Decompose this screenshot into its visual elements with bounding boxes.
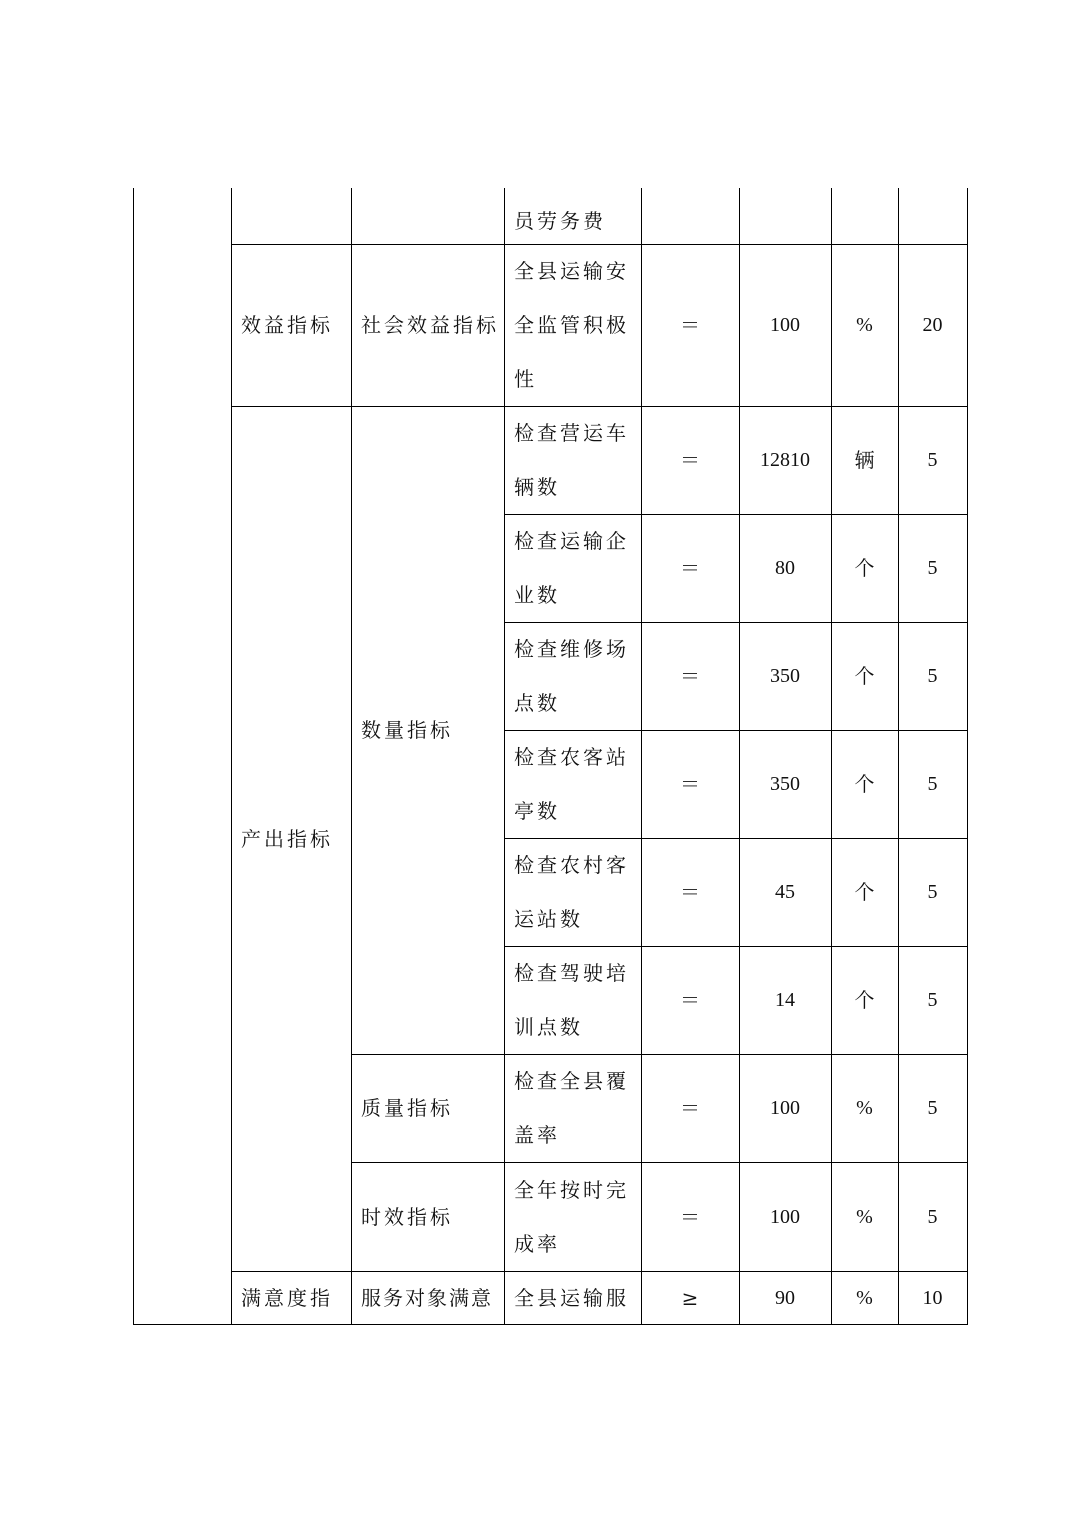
- level2-indicator: 数量指标: [361, 718, 453, 742]
- operator: ＝: [680, 988, 700, 1012]
- target-value: 100: [770, 314, 800, 336]
- score: 20: [922, 314, 943, 336]
- operator: ＝: [680, 448, 700, 472]
- score: 5: [927, 557, 938, 579]
- score: 5: [927, 449, 938, 471]
- unit: 个: [854, 556, 875, 580]
- unit: 个: [854, 988, 875, 1012]
- unit: 个: [854, 772, 875, 796]
- operator: ≥: [681, 1285, 699, 1310]
- target-value: 100: [770, 1097, 800, 1119]
- unit: 个: [854, 880, 875, 904]
- operator: ＝: [680, 1204, 700, 1229]
- operator: ＝: [680, 1096, 700, 1120]
- target-value: 14: [775, 989, 795, 1011]
- operator: ＝: [680, 664, 700, 688]
- unit: %: [856, 314, 873, 336]
- indicator-item: 全县运输安全监管积极性: [514, 259, 629, 391]
- target-value: 100: [770, 1205, 800, 1228]
- score: 5: [927, 665, 938, 687]
- indicator-item: 检查农村客运站数: [514, 853, 629, 931]
- level2-indicator: 社会效益指标: [361, 313, 499, 337]
- level2-indicator: 时效指标: [361, 1204, 453, 1229]
- indicator-item: 检查运输企业数: [514, 529, 629, 607]
- indicator-item: 检查全县覆盖率: [514, 1069, 629, 1147]
- unit: %: [856, 1205, 873, 1228]
- unit: 个: [854, 664, 875, 688]
- score: 5: [927, 773, 938, 795]
- target-value: 90: [775, 1286, 795, 1309]
- target-value: 12810: [760, 449, 810, 471]
- score: 5: [927, 1205, 938, 1228]
- unit: %: [856, 1286, 873, 1309]
- indicator-item: 全年按时完成率: [514, 1177, 629, 1256]
- performance-indicator-table: [133, 188, 968, 1325]
- target-value: 350: [770, 665, 800, 687]
- unit: %: [856, 1097, 873, 1119]
- target-value: 350: [770, 773, 800, 795]
- score: 5: [927, 989, 938, 1011]
- operator: ＝: [680, 556, 700, 580]
- indicator-item: 检查农客站亭数: [514, 745, 629, 823]
- operator: ＝: [680, 880, 700, 904]
- target-value: 45: [775, 881, 795, 903]
- indicator-item: 员劳务费: [514, 209, 606, 233]
- score: 10: [922, 1286, 943, 1309]
- target-value: 80: [775, 557, 795, 579]
- indicator-item: 检查维修场点数: [514, 637, 629, 715]
- indicator-item: 全县运输服: [514, 1285, 629, 1310]
- unit: 辆: [854, 448, 875, 472]
- operator: ＝: [680, 772, 700, 796]
- table-border-right: [967, 188, 968, 1325]
- level2-indicator: 质量指标: [361, 1096, 453, 1120]
- table-border-left: [133, 188, 134, 1325]
- operator: ＝: [680, 313, 700, 337]
- level1-indicator: 产出指标: [241, 826, 333, 851]
- score: 5: [927, 881, 938, 903]
- score: 5: [927, 1097, 938, 1119]
- level1-indicator: 效益指标: [241, 313, 333, 337]
- indicator-item: 检查驾驶培训点数: [514, 961, 629, 1039]
- level2-indicator: 服务对象满意: [361, 1285, 493, 1310]
- indicator-item: 检查营运车辆数: [514, 421, 629, 499]
- level1-indicator: 满意度指: [241, 1285, 333, 1310]
